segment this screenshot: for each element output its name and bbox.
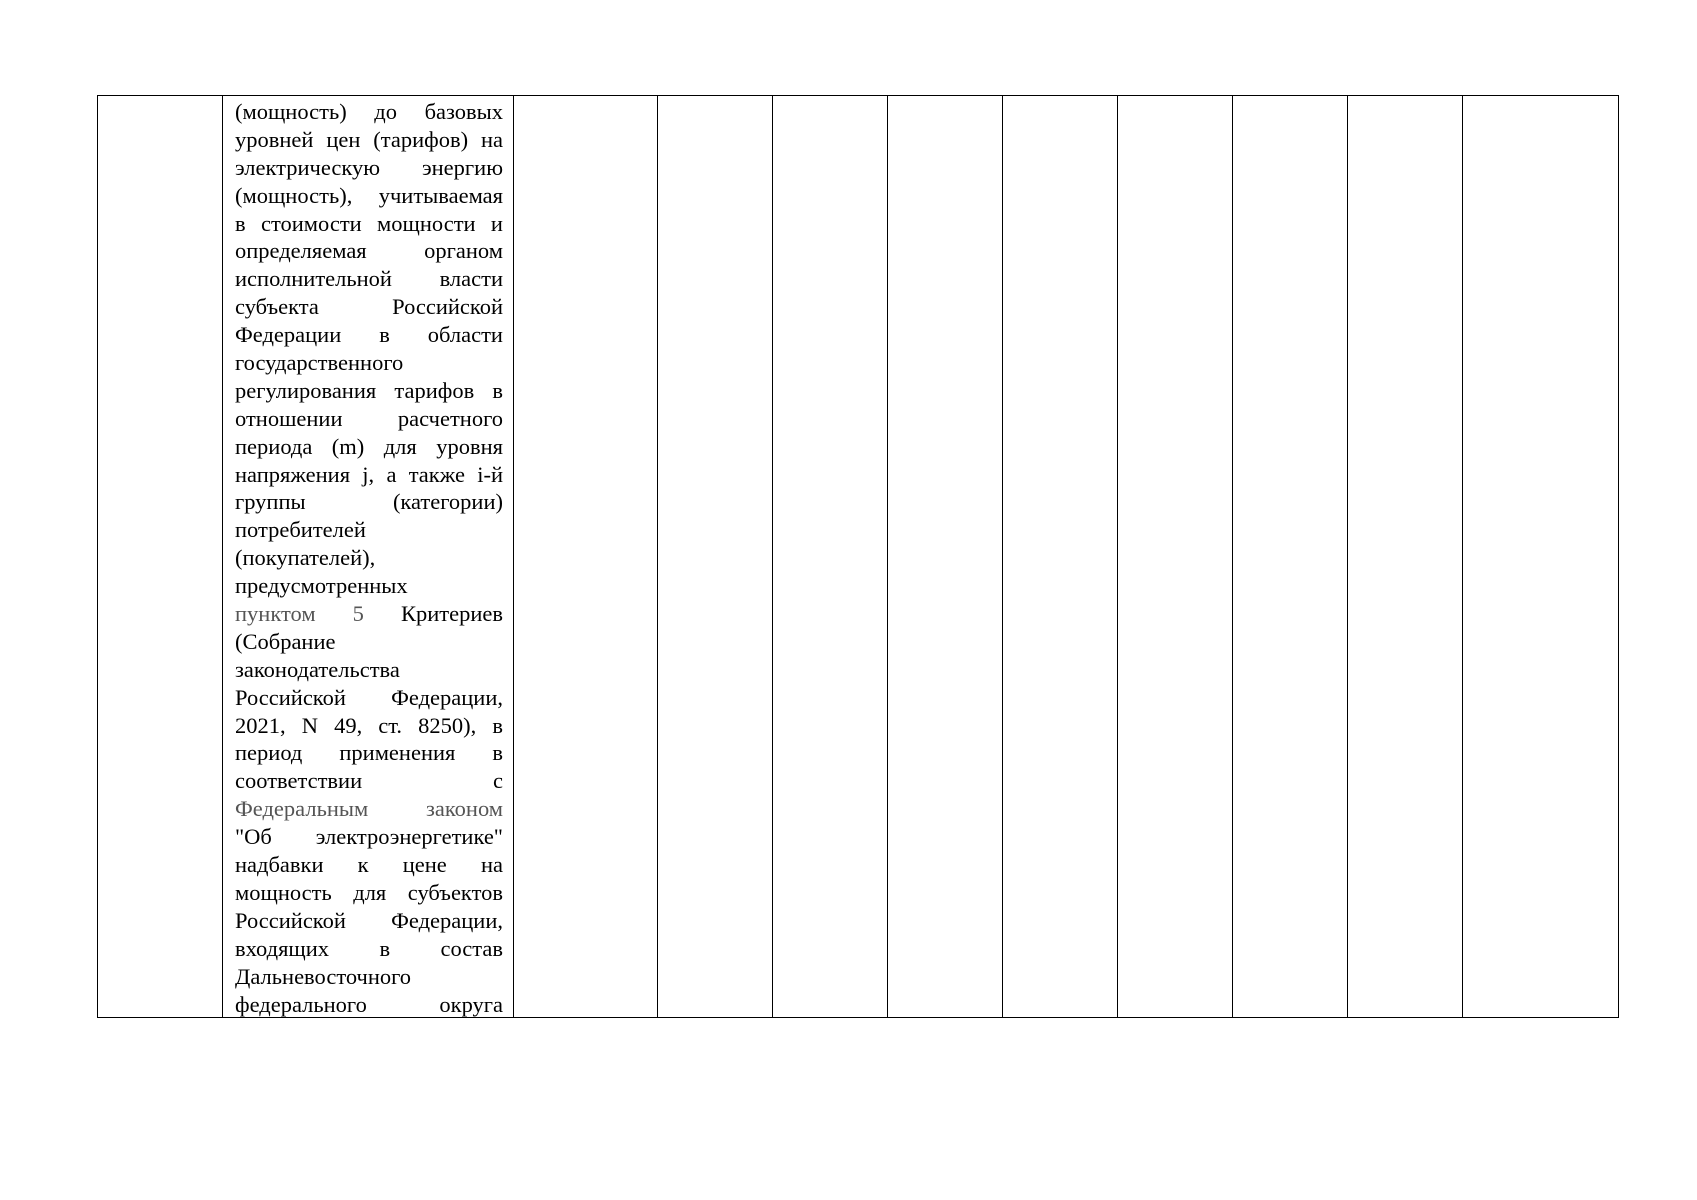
table-cell-number — [98, 96, 223, 1018]
description-line: Российской Федерации, — [235, 907, 503, 933]
description-line: потребителей — [235, 517, 366, 543]
description-line: Российской Федерации, — [235, 684, 503, 710]
table-cell-empty — [1003, 96, 1118, 1018]
description-line: государственного — [235, 350, 404, 376]
description-line: надбавки к цене на — [235, 852, 503, 878]
description-line: мощность для субъектов — [235, 879, 503, 905]
description-line: пунктом 5 Критериев — [235, 601, 503, 627]
description-line: федерального округа — [235, 991, 503, 1017]
description-line: электрическую энергию — [235, 154, 503, 180]
description-line: исполнительной власти — [235, 266, 503, 292]
table-cell-description — [223, 96, 514, 1018]
description-line: Федерации в области — [235, 322, 503, 348]
description-line: определяемая органом — [235, 238, 503, 264]
description-text — [223, 96, 513, 1017]
description-line: предусмотренных — [235, 573, 408, 599]
table-cell-empty — [1233, 96, 1348, 1018]
description-line: уровней цен (тарифов) на — [235, 126, 503, 152]
table-cell-empty — [658, 96, 773, 1018]
table-cell-empty — [1118, 96, 1233, 1018]
description-line: субъекта Российской — [235, 294, 503, 320]
document-table — [97, 95, 1619, 1018]
description-line: входящих в состав — [235, 935, 503, 961]
description-line: напряжения j, а также i-й — [235, 461, 503, 487]
description-line: отношении расчетного — [235, 405, 503, 431]
table-cell-empty — [888, 96, 1003, 1018]
description-line: (мощность), учитываемая — [235, 182, 503, 208]
description-line: (покупателей), — [235, 545, 376, 571]
description-line: периода (m) для уровня — [235, 433, 503, 459]
table-row — [98, 96, 1619, 1018]
description-line: (Собрание — [235, 628, 336, 654]
description-line: законодательства — [235, 656, 400, 682]
table-cell-empty — [514, 96, 658, 1018]
table-cell-empty — [1463, 96, 1619, 1018]
description-line: группы (категории) — [235, 489, 503, 515]
description-line: "Об электроэнергетике" — [235, 824, 503, 850]
table-cell-empty — [1348, 96, 1463, 1018]
description-line: (мощность) до базовых — [235, 99, 503, 124]
description-line: Федеральным законом — [235, 796, 503, 822]
description-line: в стоимости мощности и — [235, 210, 503, 236]
table-cell-empty — [773, 96, 888, 1018]
description-line: Дальневосточного — [235, 963, 412, 989]
description-line: период применения в — [235, 740, 503, 766]
description-line: 2021, N 49, ст. 8250), в — [235, 712, 503, 738]
description-line: регулирования тарифов в — [235, 377, 503, 403]
description-line: соответствии с — [235, 768, 503, 794]
